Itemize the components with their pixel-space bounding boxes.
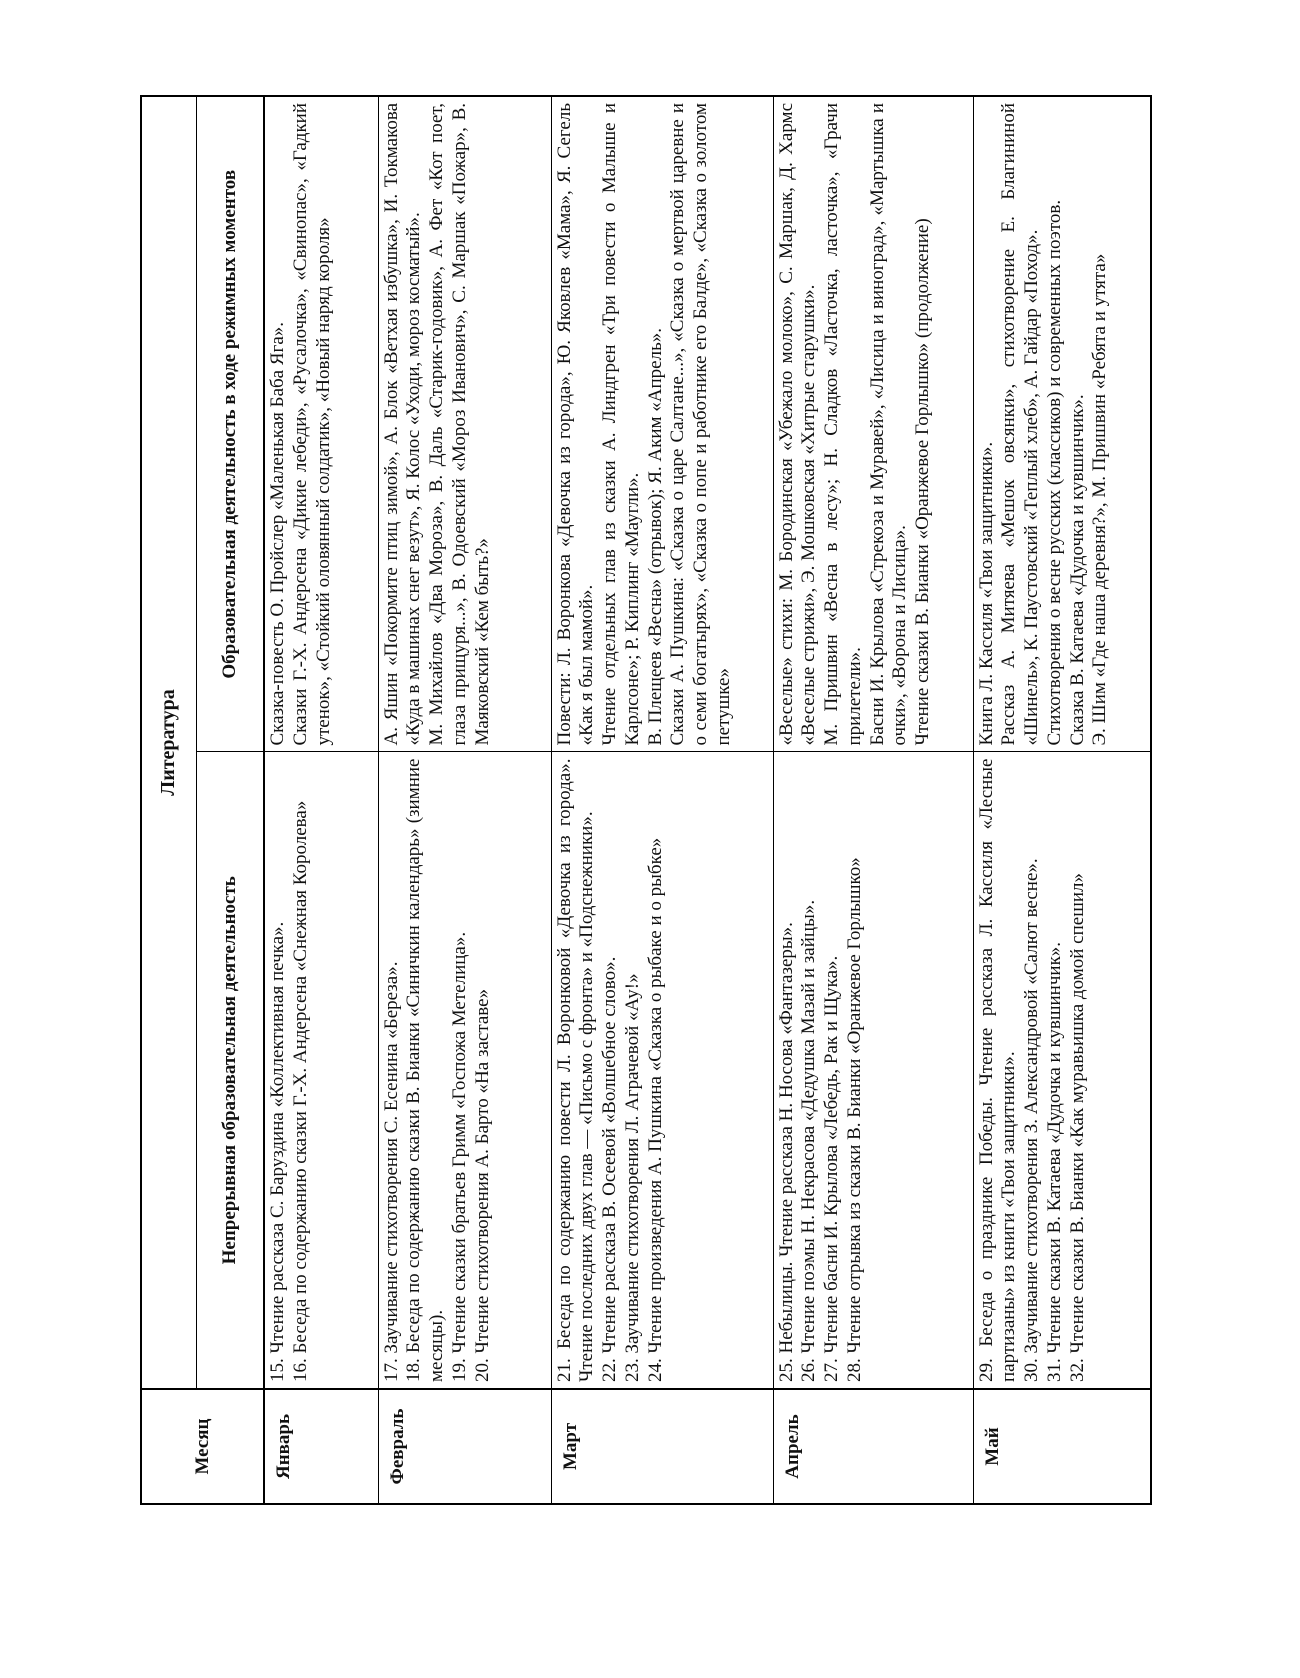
paragraph: Сказка-повесть О. Пройслер «Маленькая Баба Яга».	[267, 321, 288, 746]
paragraph: М. Михайлов «Два Мороза», В. Даль «Старик-годовик», А. Фет «Кот поет, глаза прищуря...», В. Одоевский «Мороз Иванович», С. Маршак «Пожар», В. Маяковский «Кем быть?»	[426, 102, 493, 746]
paragraph: 16. Беседа по содержанию сказки Г.-Х. Андерсена «Снежная Королева»	[289, 800, 311, 1382]
paragraph: В. Плещеев «Весна» (отрывок); Я. Аким «Апрель».	[644, 328, 666, 746]
paragraph: 20. Чтение стихотворения А. Барто «На заставе»	[471, 988, 493, 1382]
table-row-april	[773, 96, 973, 1504]
month-cell-march: Март	[551, 1389, 773, 1504]
paragraph: Э. Шим «Где наша деревня?», М. Пришвин «Ребята и утята»	[1089, 253, 1111, 746]
paragraph: 23. Заучивание стихотворения Л. Аграчевой «Ау!»	[621, 973, 643, 1382]
paragraph: 32. Чтение сказки В. Бианки «Как муравьишка домой спешил»	[1066, 873, 1088, 1382]
column-header-row	[196, 96, 264, 1504]
nod-cell-april	[773, 752, 973, 1389]
paragraph: 18. Беседа по содержанию сказки В. Бианки «Синичкин календарь» (зимние месяцы).	[403, 758, 448, 1382]
paragraph: 29. Беседа о празднике Победы. Чтение рассказа Л. Кассиля «Лесные партизаны» из книги «Твои защитники».	[975, 758, 1020, 1382]
month-column-header: Месяц	[141, 1389, 264, 1504]
nod-cell-january	[264, 752, 378, 1389]
paragraph: 26. Чтение поэмы Н. Некрасова «Дедушка Мазай и зайцы».	[798, 899, 820, 1382]
paragraph: 24. Чтение произведения А. Пушкина «Сказка о рыбаке и о рыбке»	[644, 837, 666, 1382]
paragraph: Чтение отдельных глав из сказки А. Линдгрен «Три повести о Малыше и Карлсоне»; Р. Киплинг «Маугли».	[599, 102, 643, 746]
paragraph: Книга Л. Кассиля «Твои защитники».	[975, 441, 997, 746]
paragraph: Сказки А. Пушкина: «Сказка о царе Салтане...», «Сказка о мертвой царевне и о семи богатырях», «Сказка о попе и работнике его Балде», «Сказка о золотом петушке»	[667, 102, 735, 746]
table-title: Литература	[141, 96, 196, 1389]
paragraph: 22. Чтение рассказа В. Осеевой «Волшебное слово».	[599, 956, 621, 1382]
paragraph: 19. Чтение сказки братьев Гримм «Госпожа Метелица».	[448, 931, 470, 1382]
paragraph: 30. Заучивание стихотворения З. Александровой «Салют весне».	[1021, 858, 1043, 1382]
paragraph: М. Пришвин «Весна в лесу»; Н. Сладков «Ласточка, ласточка», «Грачи прилетели».	[821, 102, 865, 746]
paragraph: А. Яшин «Покормите птиц зимой», А. Блок «Ветхая избушка», И. Токмакова «Куда в машинах снег везут», Я. Колос «Уходи, мороз косматый».	[380, 102, 425, 746]
table-row-february	[378, 96, 551, 1504]
paragraph: Чтение сказки В. Бианки «Оранжевое Горлышко» (продолжение)	[912, 218, 934, 746]
nod-cell-may	[973, 752, 1151, 1389]
month-cell-february: Февраль	[378, 1389, 551, 1504]
nod-column-header: Непрерывная образовательная деятельность	[196, 752, 264, 1389]
paragraph: «Веселые» стихи: М. Бородинская «Убежало молоко», С. Маршак, Д. Хармс «Веселые стрижи», Э. Мошковская «Хитрые старушки».	[775, 102, 820, 746]
od-cell-march	[551, 96, 773, 752]
literature-schedule-table	[140, 95, 1152, 1505]
table-row-january	[264, 96, 378, 1504]
od-cell-april	[773, 96, 973, 752]
paragraph: 28. Чтение отрывка из сказки В. Бианки «Оранжевое Горлышко»	[843, 857, 865, 1382]
paragraph: 21. Беседа по содержанию повести Л. Воронковой «Девочка из города». Чтение последних двух глав — «Письмо с фронта» и «Подснежники».	[553, 758, 598, 1382]
paragraph: Сказки Г.-Х. Андерсена «Дикие лебеди», «Русалочка», «Свинопас», «Гадкий утенок», «Стойкий оловянный солдатик», «Новый наряд короля»	[289, 102, 334, 746]
nod-cell-february	[378, 752, 551, 1389]
paragraph: Повести: Л. Воронкова «Девочка из города», Ю. Яковлев «Мама», Я. Сегель «Как я был мамой».	[553, 102, 598, 746]
month-cell-april: Апрель	[773, 1389, 973, 1504]
od-column-header: Образовательная деятельность в ходе режимных моментов	[196, 96, 264, 752]
paragraph: Сказка В. Катаева «Дудочка и кувшинчик».	[1066, 394, 1088, 746]
title-row	[141, 96, 196, 1504]
nod-cell-march	[551, 752, 773, 1389]
od-cell-february	[378, 96, 551, 752]
paragraph: 27. Чтение басни И. Крылова «Лебедь, Рак и Щука».	[821, 955, 843, 1382]
paragraph: 17. Заучивание стихотворения С. Есенина «Береза».	[380, 961, 402, 1382]
month-cell-may: Май	[973, 1389, 1151, 1504]
paragraph: 25. Небылицы. Чтение рассказа Н. Носова «Фантазеры».	[775, 922, 797, 1382]
paragraph: 15. Чтение рассказа С. Баруздина «Коллективная печка».	[267, 921, 288, 1382]
paragraph: Басни И. Крылова «Стрекоза и Муравей», «Лисица и виноград», «Мартышка и очки», «Ворона и Лисица».	[866, 102, 911, 746]
month-cell-january: Январь	[264, 1389, 378, 1504]
paragraph: Стихотворения о весне русских (классиков) и современных поэтов.	[1043, 199, 1065, 746]
od-cell-january	[264, 96, 378, 752]
rotated-table-container	[140, 97, 1150, 1505]
table-row-march	[551, 96, 773, 1504]
paragraph: 31. Чтение сказки В. Катаева «Дудочка и кувшинчик».	[1043, 941, 1065, 1382]
paragraph: Рассказ А. Митяева «Мешок овсянки», стихотворение Е. Благининой «Шинель», К. Паустовский «Теплый хлеб», А. Гайдар «Поход».	[998, 102, 1043, 746]
od-cell-may	[973, 96, 1151, 752]
table-row-may	[973, 96, 1151, 1504]
